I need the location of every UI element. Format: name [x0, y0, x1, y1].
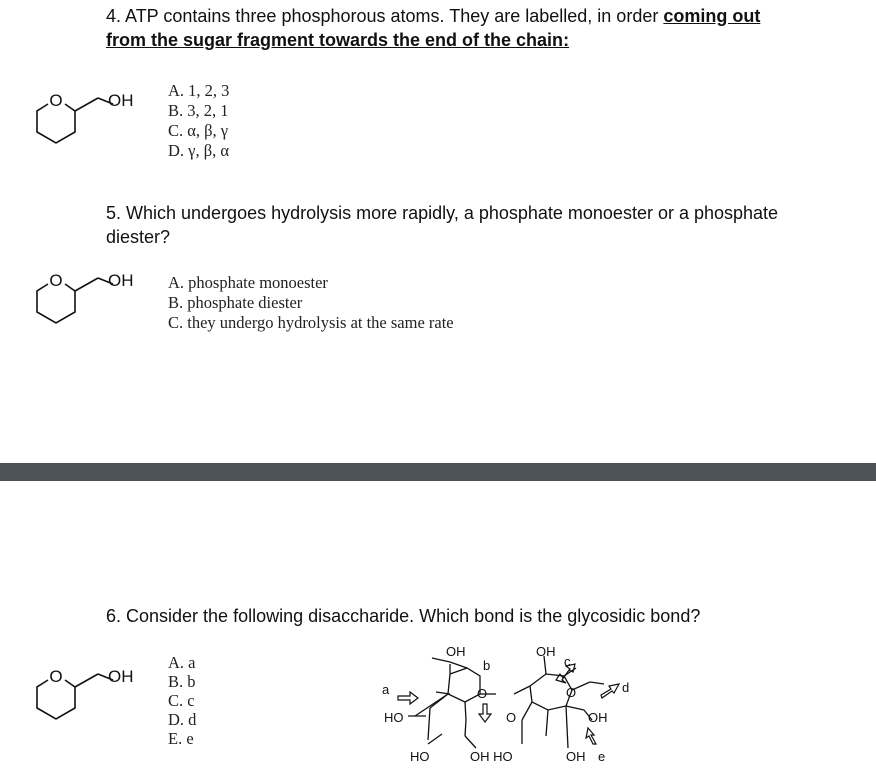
cyclohexyl-methanol-icon [28, 262, 146, 344]
oh-ho-bottom-label: OH HO [470, 749, 513, 764]
ring-oxygen-label: O [49, 271, 63, 290]
ho-left-label: HO [384, 710, 404, 725]
question-6: 6. Consider the following disaccharide. Which bond is the glycosidic bond? [106, 606, 701, 626]
q6-option-a[interactable]: A. a [168, 653, 196, 672]
question-4 [106, 4, 866, 52]
q6-option-c[interactable]: C. c [168, 691, 195, 710]
oh-bottom-right-label: OH [566, 749, 586, 764]
hydroxyl-label: OH [108, 667, 134, 686]
q6-option-d[interactable]: D. d [168, 710, 197, 729]
cyclohexyl-methanol-icon [28, 658, 146, 740]
q5-option-b[interactable]: B. phosphate diester [168, 293, 303, 312]
label-c: c [564, 654, 571, 669]
q5-option-c[interactable]: C. they undergo hydrolysis at the same rate [168, 313, 454, 332]
q6-option-e[interactable]: E. e [168, 729, 194, 748]
disaccharide-structure [370, 640, 650, 775]
label-e: e [598, 749, 606, 764]
hydroxyl-label: OH [108, 271, 134, 290]
q4-emphasis-2: from the sugar fragment towards the end of the chain [106, 30, 564, 50]
q5-options [168, 273, 454, 333]
q5-option-a[interactable]: A. phosphate monoester [168, 273, 328, 292]
q4-option-a[interactable]: A. 1, 2, 3 [168, 81, 230, 100]
oh-top-right-label: OH [536, 644, 556, 659]
q4-option-c[interactable]: C. α, β, γ [168, 121, 229, 140]
hydroxyl-label: OH [108, 91, 134, 110]
q4-option-b[interactable]: B. 3, 2, 1 [168, 101, 229, 120]
bond-oxygen-label: O [477, 686, 488, 701]
q4-suffix: : [563, 30, 570, 50]
section-divider [0, 463, 876, 481]
q6-options [168, 653, 196, 748]
q4-emphasis-1: coming out [663, 6, 761, 26]
ring-oxygen-2-label: O [506, 710, 517, 725]
label-d: d [622, 680, 630, 695]
ho-bottom-left-label: HO [410, 749, 430, 764]
cyclohexyl-methanol-icon [28, 82, 146, 164]
q4-option-d[interactable]: D. γ, β, α [168, 141, 229, 160]
ring-oxygen-label: O [49, 91, 63, 110]
q4-prefix: 4. ATP contains three phosphorous atoms. They are labelled, in order [106, 6, 664, 26]
q6-option-b[interactable]: B. b [168, 672, 196, 691]
label-b: b [483, 658, 491, 673]
oh-right-label: OH [588, 710, 608, 725]
ring-oxygen-label: O [49, 667, 63, 686]
oh-top-left-label: OH [446, 644, 466, 659]
q5-line-1: 5. Which undergoes hydrolysis more rapidly, a phosphate monoester or a phosphate [106, 203, 779, 223]
ring-oxygen-label: O [566, 685, 577, 700]
q5-line-2: diester? [106, 227, 171, 247]
question-5 [106, 201, 871, 249]
label-a: a [382, 682, 390, 697]
q4-options [168, 81, 229, 161]
